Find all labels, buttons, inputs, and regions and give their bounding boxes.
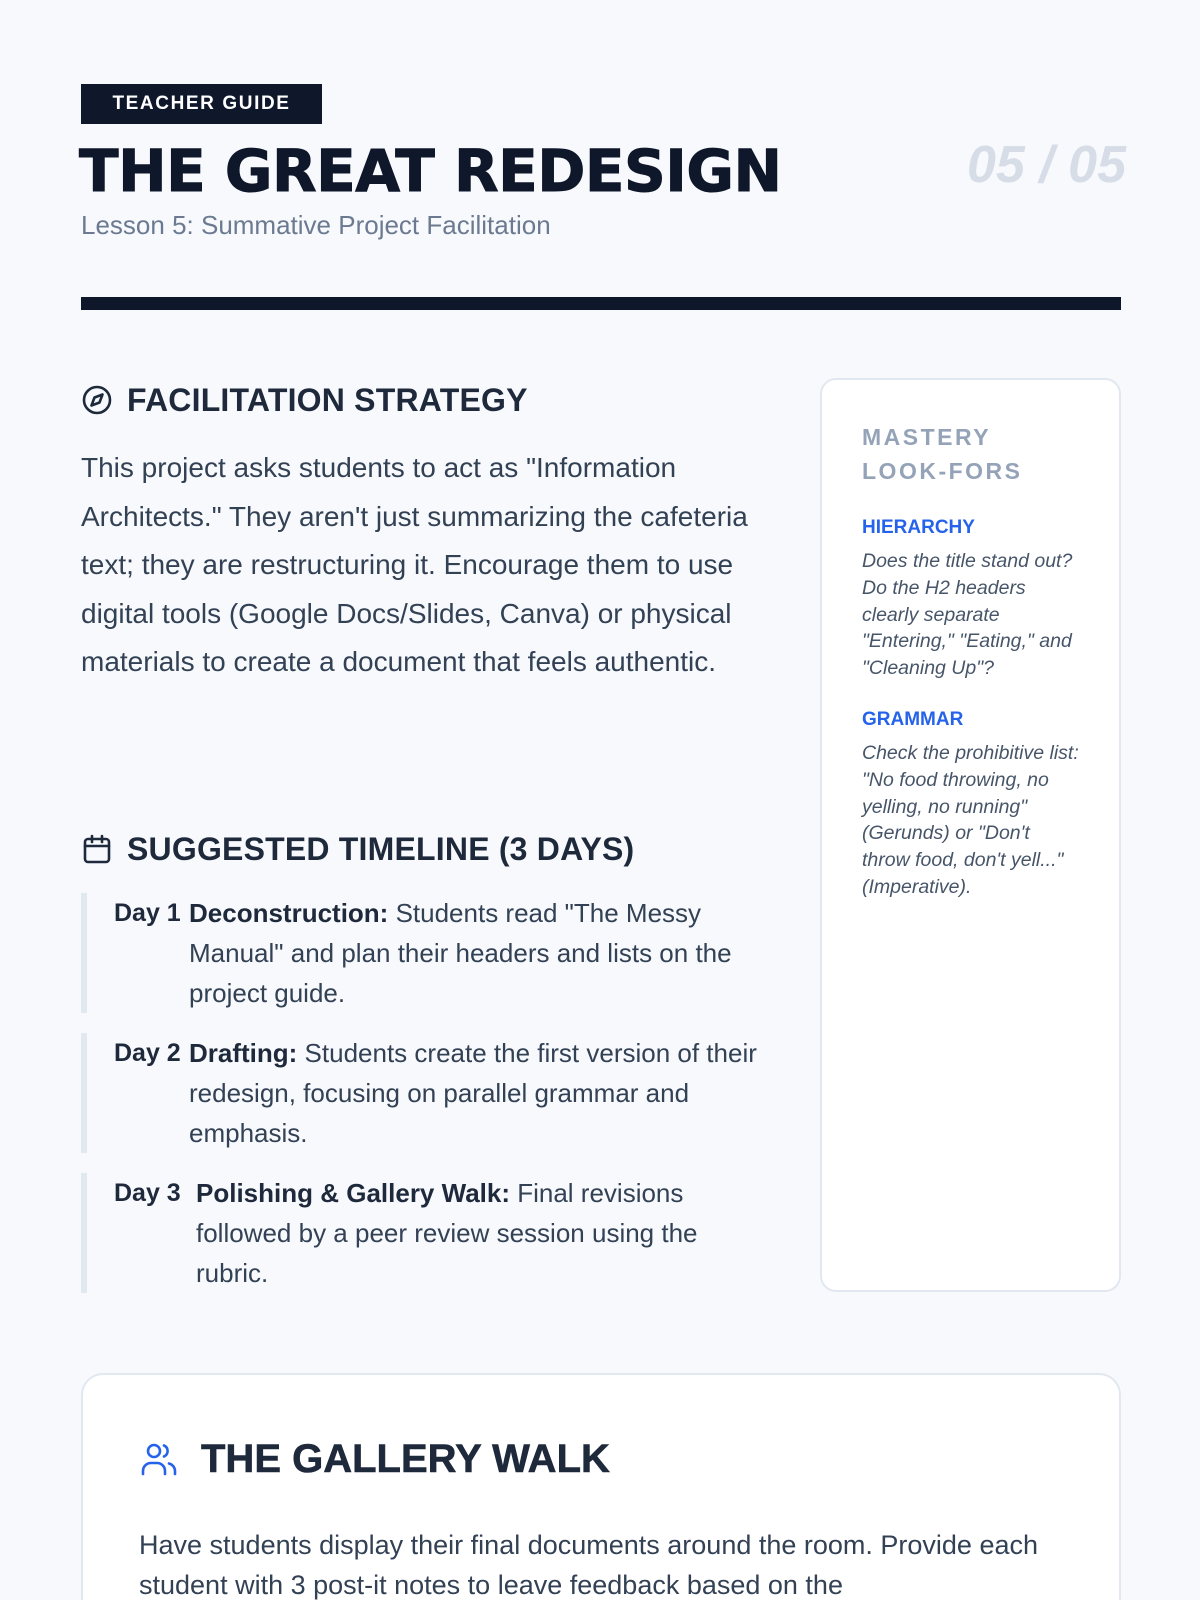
mastery-look-fors-card [820,378,1121,1292]
timeline-description [189,1033,761,1153]
timeline-item [81,1173,761,1293]
timeline-day: Day 1 [114,899,181,927]
timeline-description [189,893,761,1013]
look-for-heading: GRAMMAR [862,708,964,730]
lesson-subtitle: Lesson 5: Summative Project Facilitation [81,210,551,240]
look-for-item [862,516,1079,682]
timeline-list [81,893,761,1313]
look-for-heading: HIERARCHY [862,517,975,538]
gallery-walk-body: Have students display their final documents around the room. Provide each student with 3 post-it notes to leave feedback based on the [139,1530,1039,1600]
timeline-step-title: Deconstruction: [189,898,389,928]
compass-icon [81,384,113,416]
timeline-heading-label: SUGGESTED TIMELINE (3 DAYS) [127,830,635,867]
timeline-step-text: Students create the first version of their redesign, focusing on parallel grammar and emphasis. [189,1038,757,1148]
page-number: 05 / 05 [966,136,1126,194]
look-for-text: Check the prohibitive list: "No food throwing, no yelling, no running" (Gerunds) or "Don't throw food, don't yell..." (Imperative). [862,741,1079,898]
timeline-heading [81,826,634,872]
facilitation-heading [81,377,528,423]
calendar-icon [81,833,113,865]
mastery-title: MASTERY LOOK-FORS [862,424,1023,484]
look-for-text: Does the title stand out? Do the H2 headers clearly separate "Entering," "Eating," and "Cleaning Up"? [862,550,1073,680]
timeline-day: Day 2 [114,1039,181,1067]
teacher-guide-badge: TEACHER GUIDE [81,84,322,124]
timeline-step-title: Drafting: [189,1038,298,1068]
gallery-walk-card [81,1373,1121,1600]
timeline-step-text: Final revisions followed by a peer review session using the rubric. [196,1178,698,1288]
timeline-description [196,1173,761,1293]
timeline-item [81,1033,761,1153]
timeline-step-text: Students read "The Messy Manual" and plan their headers and lists on the project guide. [189,898,732,1008]
look-for-item [862,708,1079,901]
header-divider [81,297,1121,310]
users-icon [139,1439,179,1479]
gallery-walk-heading [139,1431,610,1487]
page-title: THE GREAT REDESIGN [79,137,782,205]
timeline-day: Day 3 [114,1179,181,1207]
facilitation-body: This project asks students to act as "Information Architects." They aren't just summarizing the cafeteria text; they are restructuring it. Encourage them to use digital tools (Google Docs/Slides, Canva) or physical materials to create a document that feels authentic. [81,452,748,678]
timeline-step-title: Polishing & Gallery Walk: [196,1178,510,1208]
gallery-walk-heading-label: THE GALLERY WALK [201,1436,610,1481]
facilitation-heading-label: FACILITATION STRATEGY [127,381,528,418]
timeline-item [81,893,761,1013]
